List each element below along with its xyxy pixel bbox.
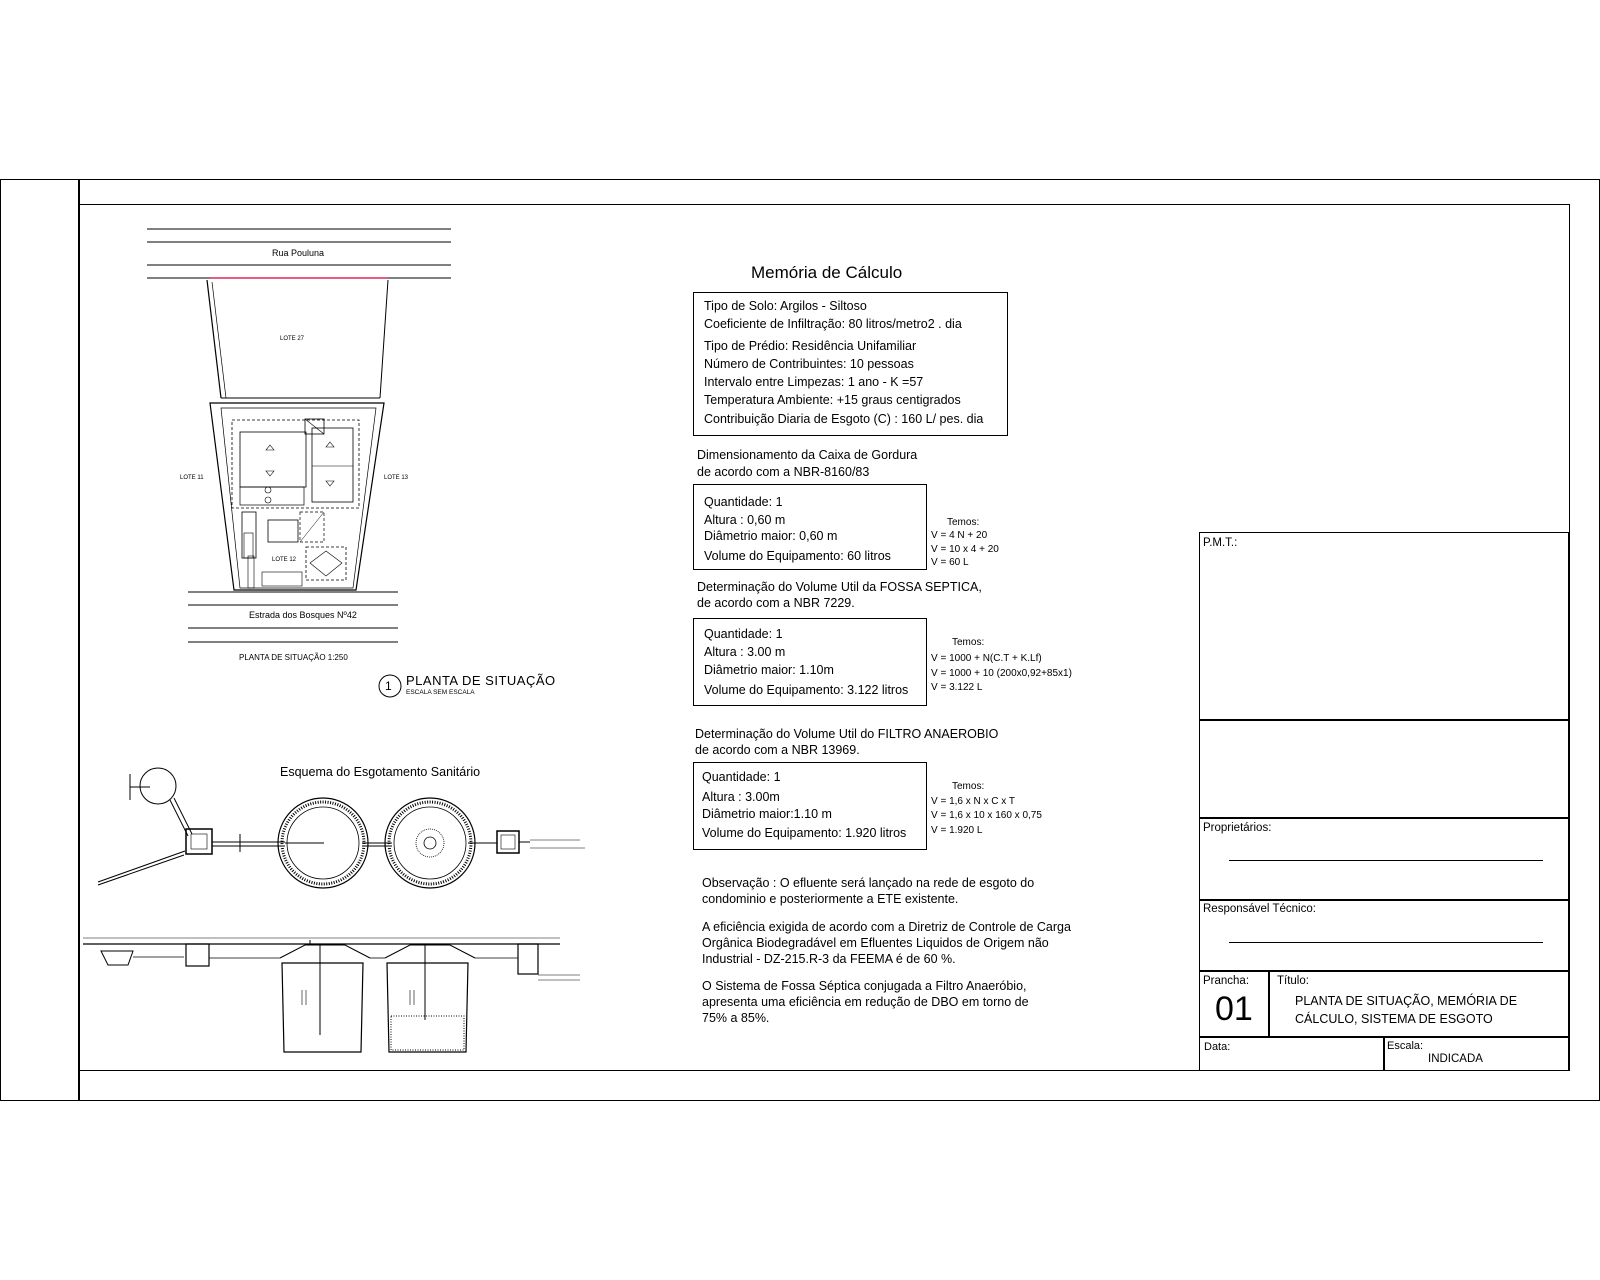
observacao-line: Observação : O efluente será lançado na rede de esgoto do [702, 876, 1035, 890]
caixa-calc: Temos: [947, 517, 980, 528]
title-label: Título: [1277, 975, 1309, 987]
filtro-heading: Determinação do Volume Util do FILTRO ANAEROBIO [695, 727, 999, 741]
observacao-line: apresenta uma eficiência em redução de DBO em torno de [702, 995, 1029, 1009]
fossa-line: Quantidade: 1 [704, 627, 783, 641]
general-line: Temperatura Ambiente: +15 graus centigrados [704, 393, 961, 407]
fossa-heading: de acordo com a NBR 7229. [697, 596, 855, 610]
filtro-calc: V = 1,6 x 10 x 160 x 0,75 [931, 810, 1042, 821]
signature-line-owner [1229, 860, 1543, 861]
title-block-frame [1199, 532, 1569, 1071]
filtro-line: Volume do Equipamento: 1.920 litros [702, 826, 907, 840]
observacao-line: O Sistema de Fossa Séptica conjugada a Filtro Anaeróbio, [702, 979, 1027, 993]
caixa-line: Volume do Equipamento: 60 litros [704, 549, 891, 563]
caixa-line: Diâmetrio maior: 0,60 m [704, 529, 838, 543]
street-bottom-label: Estrada dos Bosques Nº42 [249, 610, 357, 620]
caixa-heading: Dimensionamento da Caixa de Gordura [697, 448, 918, 462]
observacao-line: A eficiência exigida de acordo com a Diretriz de Controle de Carga [702, 920, 1071, 934]
signature-line-tech [1229, 942, 1543, 943]
general-line: Tipo de Prédio: Residência Unifamiliar [704, 339, 917, 353]
memoria-title: Memória de Cálculo [751, 263, 903, 282]
divider [1199, 970, 1569, 972]
street-top-label: Rua Pouluna [272, 248, 325, 258]
divider [1383, 1036, 1385, 1071]
filtro-calc: V = 1.920 L [931, 825, 983, 836]
filtro-line: Altura : 3.00m [702, 790, 780, 804]
caixa-line: Quantidade: 1 [704, 495, 783, 509]
fossa-calc: V = 3.122 L [931, 682, 983, 693]
filtro-calc: V = 1,6 x N x C x T [931, 796, 1016, 807]
caixa-calc: V = 10 x 4 + 20 [931, 544, 999, 555]
caixa-calc: V = 60 L [931, 557, 969, 568]
plan-caption: PLANTA DE SITUAÇÃO 1:250 [239, 653, 348, 662]
schema-title: Esquema do Esgotamento Sanitário [280, 765, 481, 779]
title-line-1: PLANTA DE SITUAÇÃO, MEMÓRIA DE [1295, 994, 1518, 1008]
fossa-line: Diâmetrio maior: 1.10m [704, 663, 834, 677]
owners-label: Proprietários: [1203, 822, 1272, 834]
lot-top-label: LOTE 27 [280, 336, 305, 342]
fossa-heading: Determinação do Volume Util da FOSSA SEPTICA, [697, 580, 982, 594]
lot-right-label: LOTE 13 [384, 475, 409, 481]
filtro-line: Quantidade: 1 [702, 770, 781, 784]
general-line: Intervalo entre Limpezas: 1 ano - K =57 [704, 375, 924, 389]
observacao-line: condominio e posteriormente a ETE existente. [702, 892, 959, 906]
observacao-line: Orgânica Biodegradável em Efluentes Liquidos de Origem não [702, 936, 1049, 950]
section-marker-number: 1 [385, 679, 392, 693]
lot-left-label: LOTE 11 [180, 475, 204, 481]
tech-label: Responsável Técnico: [1203, 903, 1316, 915]
caixa-line: Altura : 0,60 m [704, 513, 786, 527]
filtro-heading: de acordo com a NBR 13969. [695, 743, 860, 757]
site-plan-scale: ESCALA SEM ESCALA [406, 689, 475, 696]
general-line: Contribuição Diaria de Esgoto (C) : 160 L/ pes. dia [704, 412, 984, 426]
sheet-label: Prancha: [1203, 975, 1250, 987]
scale-label: Escala: [1387, 1040, 1424, 1052]
general-line: Número de Contribuintes: 10 pessoas [704, 357, 914, 371]
fossa-calc: Temos: [952, 637, 985, 648]
fossa-calc: V = 1000 + N(C.T + K.Lf) [931, 653, 1042, 664]
filtro-calc: Temos: [952, 781, 985, 792]
fossa-calc: V = 1000 + 10 (200x0,92+85x1) [931, 668, 1072, 679]
site-plan-title: PLANTA DE SITUAÇÃO [406, 673, 556, 688]
sheet-number: 01 [1215, 990, 1253, 1028]
observacao-line: 75% a 85%. [702, 1011, 770, 1025]
date-label: Data: [1204, 1041, 1231, 1053]
observacao-line: Industrial - DZ-215.R-3 da FEEMA é de 60 %. [702, 952, 956, 966]
divider [1268, 970, 1270, 1037]
general-line: Tipo de Solo: Argilos - Siltoso [704, 299, 867, 313]
caixa-calc: V = 4 N + 20 [931, 530, 988, 541]
divider [1199, 719, 1569, 721]
fossa-line: Volume do Equipamento: 3.122 litros [704, 683, 909, 697]
pmt-label: P.M.T.: [1203, 537, 1238, 549]
filtro-line: Diâmetrio maior:1.10 m [702, 807, 832, 821]
scale-value: INDICADA [1428, 1053, 1483, 1065]
fossa-line: Altura : 3.00 m [704, 645, 786, 659]
lot-mid-label: LOTE 12 [272, 557, 297, 563]
caixa-heading: de acordo com a NBR-8160/83 [697, 465, 870, 479]
general-line: Coeficiente de Infiltração: 80 litros/metro2 . dia [704, 317, 962, 331]
title-line-2: CÁLCULO, SISTEMA DE ESGOTO [1295, 1012, 1493, 1026]
divider [1199, 817, 1569, 819]
